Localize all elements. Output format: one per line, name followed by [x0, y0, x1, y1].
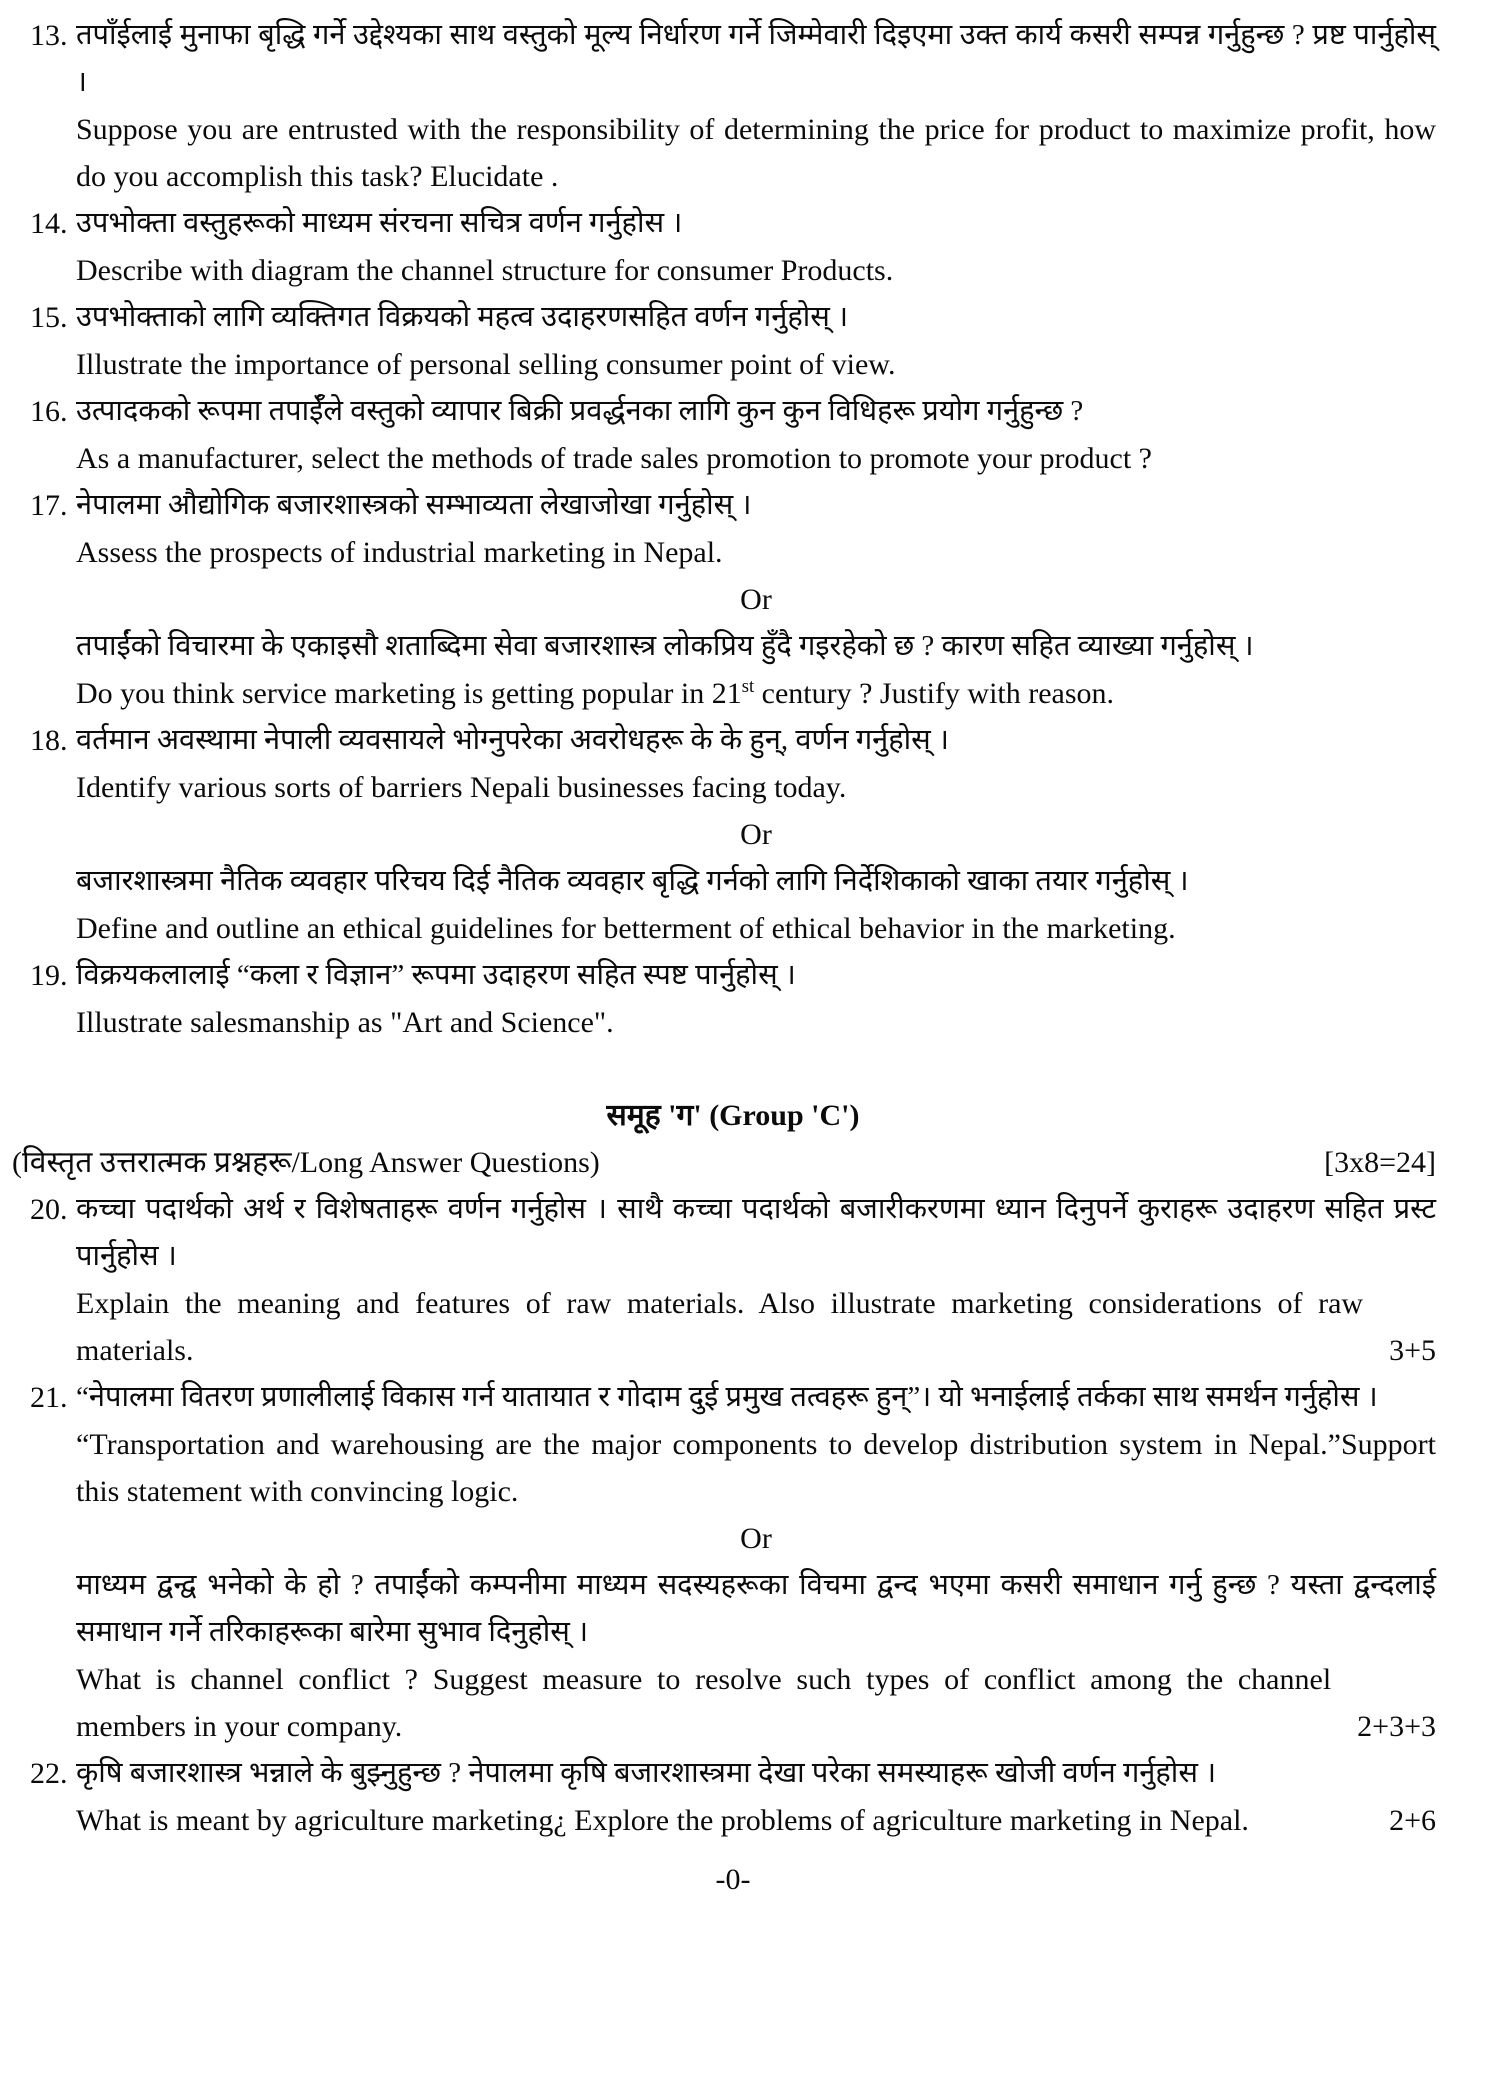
question-number: 18. [30, 724, 68, 757]
question-text-nepali: उपभोक्ताको लागि व्यक्तिगत विक्रयको महत्व उदाहरणसहित वर्णन गर्नुहोस् । [76, 301, 849, 333]
question-16 [30, 388, 1436, 482]
question-14 [30, 200, 1436, 294]
question-19 [30, 952, 1436, 1046]
page-footer: -0- [715, 1863, 751, 1896]
question-18 [30, 717, 1436, 952]
question-number: 13. [30, 19, 68, 52]
question-marks: 2+3+3 [1357, 1710, 1436, 1743]
english-text-part: century ? Justify with reason. [754, 677, 1115, 710]
question-20 [30, 1186, 1436, 1374]
section-subheading: (विस्तृत उत्तरात्मक प्रश्नहरू/Long Answer Questions) [12, 1146, 600, 1179]
question-text-english: Explain the meaning and features of raw materials. Also illustrate marketing considerations of raw materials. [76, 1287, 1364, 1367]
question-text-nepali: वर्तमान अवस्थामा नेपाली व्यवसायले भोग्नुपरेका अवरोधहरू के के हुन्, वर्णन गर्नुहोस् । [76, 724, 950, 756]
question-text-english: “Transportation and warehousing are the major components to develop distribution system in Nepal.”Support this statement with convincing logic. [76, 1428, 1436, 1508]
question-21 [30, 1374, 1436, 1750]
question-number: 15. [30, 301, 68, 334]
english-text-part: Do you think service marketing is getting popular in 21 [76, 677, 742, 710]
alternative-text-nepali: तपाईंको विचारमा के एकाइसौ शताब्दिमा सेवा बजारशास्त्र लोकप्रिय हुँदै गइरहेको छ ? कारण सहित व्याख्या गर्नुहोस् । [76, 630, 1254, 662]
question-text-nepali: उत्पादकको रूपमा तपाईँले वस्तुको व्यापार बिक्री प्रवर्द्धनका लागि कुन कुन विधिहरू प्रयोग गर्नुहुन्छ ? [76, 395, 1084, 427]
question-number: 21. [30, 1381, 68, 1414]
question-text-english: Identify various sorts of barriers Nepali businesses facing today. [76, 771, 847, 804]
question-17 [30, 482, 1436, 717]
question-text-nepali: कृषि बजारशास्त्र भन्नाले के बुझ्नुहुन्छ ? नेपालमा कृषि बजारशास्त्रमा देखा परेका समस्याहरू खोजी वर्णन गर्नुहोस । [76, 1757, 1217, 1789]
alternative-text-english: Define and outline an ethical guidelines for betterment of ethical behavior in the marketing. [76, 912, 1176, 945]
question-13 [30, 12, 1436, 200]
question-text-nepali: “नेपालमा वितरण प्रणालीलाई विकास गर्न यातायात र गोदाम दुई प्रमुख तत्वहरू हुन्”। यो भनाईलाई तर्कका साथ समर्थन गर्नुहोस । [76, 1381, 1378, 1413]
alternative-text-english: What is channel conflict ? Suggest measure to resolve such types of conflict among the channel members in your company. [76, 1663, 1332, 1743]
question-number: 16. [30, 395, 68, 428]
question-number: 14. [30, 207, 68, 240]
ordinal-superscript: st [741, 676, 755, 697]
question-number: 22. [30, 1757, 68, 1790]
question-text-nepali: उपभोक्ता वस्तुहरूको माध्यम संरचना सचित्र वर्णन गर्नुहोस । [76, 207, 683, 239]
question-15 [30, 294, 1436, 388]
alternative-text-english [76, 670, 1436, 717]
question-text-nepali: नेपालमा औद्योगिक बजारशास्त्रको सम्भाव्यता लेखाजोखा गर्नुहोस् । [76, 489, 752, 521]
alternative-text-nepali: बजारशास्त्रमा नैतिक व्यवहार परिचय दिई नैतिक व्यवहार बृद्धि गर्नको लागि निर्देशिकाको खाका तयार गर्नुहोस् । [76, 865, 1189, 897]
question-text-nepali: कच्चा पदार्थको अर्थ र विशेषताहरू वर्णन गर्नुहोस । साथै कच्चा पदार्थको बजारीकरणमा ध्यान दिनुपर्ने कुराहरू उदाहरण सहित प्रस्ट पार्नुहोस । [76, 1193, 1436, 1272]
question-number: 20. [30, 1193, 68, 1226]
or-separator: Or [740, 1522, 772, 1555]
question-text-english: What is meant by agriculture marketing¿ Explore the problems of agriculture marketing in Nepal. [76, 1804, 1249, 1837]
or-separator: Or [740, 583, 772, 616]
question-marks: 3+5 [1389, 1334, 1436, 1367]
alternative-text-nepali: माध्यम द्वन्द्व भनेको के हो ? तपाईंको कम्पनीमा माध्यम सदस्यहरूका विचमा द्वन्द भएमा कसरी समाधान गर्नु हुन्छ ? यस्ता द्वन्दलाई समाधान गर्ने तरिकाहरूका बारेमा सुभाव दिनुहोस् । [76, 1569, 1436, 1648]
question-text-english: Illustrate salesmanship as "Art and Science". [76, 1006, 614, 1039]
group-c-heading: समूह 'ग' (Group 'C') [606, 1099, 860, 1132]
question-text-english: Describe with diagram the channel structure for consumer Products. [76, 254, 894, 287]
question-22 [30, 1750, 1436, 1844]
section-subheading-row [12, 1139, 1436, 1186]
question-number: 19. [30, 959, 68, 992]
question-text-nepali: तपाँईलाई मुनाफा बृद्धि गर्ने उद्देश्यका साथ वस्तुको मूल्य निर्धारण गर्ने जिम्मेवारी दिइएमा उक्त कार्य कसरी सम्पन्न गर्नुहुन्छ ? प्रष्ट पार्नुहोस् । [76, 19, 1436, 98]
question-number: 17. [30, 489, 68, 522]
or-separator: Or [740, 818, 772, 851]
question-marks: 2+6 [1389, 1804, 1436, 1837]
question-text-english: Suppose you are entrusted with the responsibility of determining the price for product to maximize profit, how do you accomplish this task? Elucidate . [76, 113, 1436, 193]
question-text-english: As a manufacturer, select the methods of trade sales promotion to promote your product ? [76, 442, 1152, 475]
question-text-nepali: विक्रयकलालाई “कला र विज्ञान” रूपमा उदाहरण सहित स्पष्ट पार्नुहोस् । [76, 959, 796, 991]
question-text-english: Illustrate the importance of personal selling consumer point of view. [76, 348, 896, 381]
section-marks: [3x8=24] [1324, 1146, 1436, 1179]
question-text-english: Assess the prospects of industrial marketing in Nepal. [76, 536, 723, 569]
